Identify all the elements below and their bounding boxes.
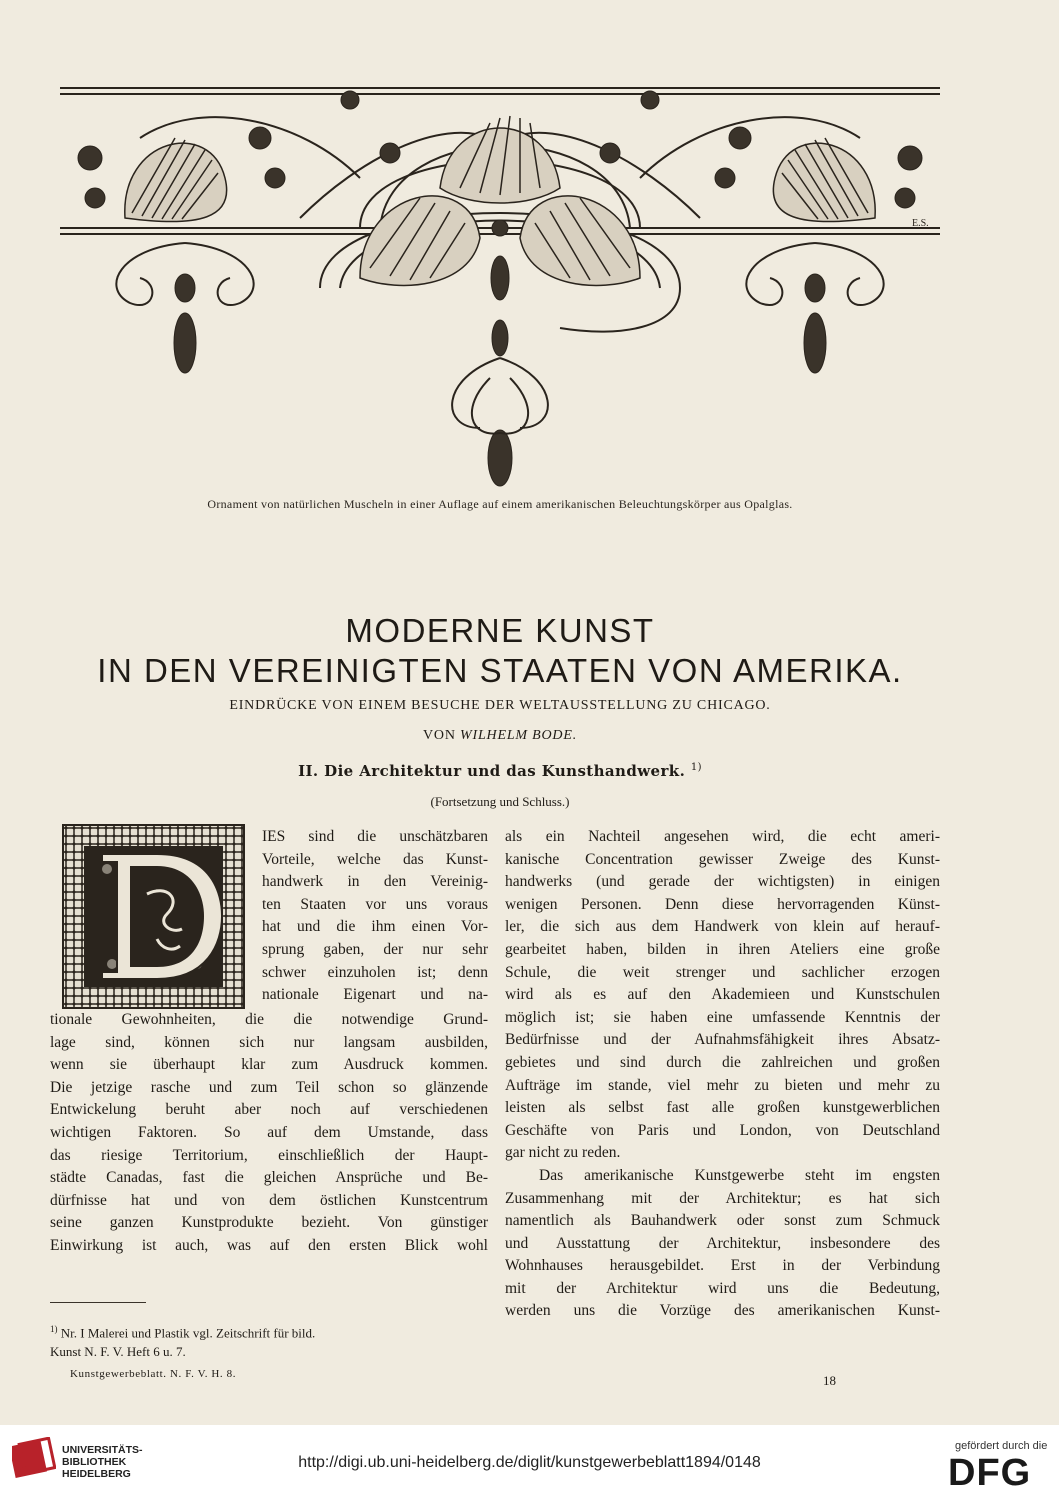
text-line: mit der Architektur wird uns die Bedeutung,: [505, 1279, 940, 1297]
text-line: dürfnisse hat und von dem östlichen Kunstcentrum: [50, 1191, 488, 1209]
text-line: seine ganzen Kunstprodukte bezieht. Von günstiger: [50, 1214, 488, 1232]
text-line: handwerks (und gerade der wichtigsten) in einigen: [505, 873, 940, 891]
text-line: Geschäfte von Paris und London, von Deutschland: [505, 1121, 940, 1139]
text-line: namentlich als Bauhandwerk oder sonst zum Schmuck: [505, 1212, 940, 1230]
text-line: ten Staaten vor uns voraus: [262, 895, 488, 913]
text-line: kanische Concentration gewisser Zweige des Kunst-: [505, 850, 940, 868]
footnote-line-1: [50, 1320, 490, 1342]
section-footnote-mark: 1): [690, 762, 702, 773]
text-line: schwer einzuholen ist; denn: [262, 963, 488, 981]
text-line: Bedürfnisse und der Aufnahmsfähigkeit ihres Absatz-: [505, 1031, 940, 1049]
text-line: wenn sie überhaupt klar zum Ausdruck kommen.: [50, 1056, 488, 1074]
text-line: werden uns die Vorzüge des amerikanischen Kunst-: [505, 1302, 940, 1320]
text-line: Einwirkung ist auch, was auf den ersten Blick wohl: [50, 1236, 488, 1254]
footnote: [50, 1320, 490, 1361]
footnote-text-1: Nr. I Malerei und Plastik vgl. Zeitschrift für bild.: [60, 1325, 316, 1341]
text-line: Vorteile, welche das Kunst-: [262, 850, 488, 868]
text-line: städte Canadas, fast die gleichen Ansprüche und Be-: [50, 1169, 488, 1187]
text-line: nationale Eigenart und na-: [262, 986, 488, 1004]
right-shell-icon: [773, 138, 875, 222]
section-heading: [0, 762, 1000, 780]
left-column-top: [262, 826, 488, 1007]
text-line: tionale Gewohnheiten, die die notwendige Grund-: [50, 1011, 488, 1028]
text-line: sprung gaben, der nur sehr: [262, 940, 488, 958]
source-url-link[interactable]: http://digi.ub.uni-heidelberg.de/diglit/kunstgewerbeblatt1894/0148: [298, 1454, 761, 1471]
footnote-mark: 1): [50, 1324, 58, 1334]
text-line: Zusammenhang mit der Architektur; es hat sich: [505, 1189, 940, 1207]
text-line: möglich ist; sie haben eine umfassende Kenntnis der: [505, 1008, 940, 1026]
dfg-logo: DFG: [948, 1452, 1032, 1494]
text-line: Wohnhauses herausgebildet. Erst in der Verbindung: [505, 1257, 940, 1275]
left-shell-icon: [125, 138, 227, 222]
text-line: Das amerikanische Kunstgewerbe steht im engsten: [539, 1166, 940, 1184]
text-line: Entwickelung beruht aber noch auf verschiedenen: [50, 1101, 488, 1119]
footnote-line-2: Kunst N. F. V. Heft 6 u. 7.: [50, 1344, 186, 1360]
continuation-note: (Fortsetzung und Schluss.): [430, 794, 570, 809]
library-line: HEIDELBERG: [62, 1468, 131, 1480]
text-line: hat und die ihm einen Vor-: [262, 918, 488, 936]
title-line-1: MODERNE KUNST: [345, 612, 655, 649]
author-prefix: VON: [423, 728, 456, 743]
text-line: IES sind die unschätzbaren: [262, 828, 488, 845]
text-line: Aufträge im stande, viel mehr zu bieten und mehr zu: [505, 1076, 940, 1094]
page-number: 18: [823, 1373, 836, 1388]
library-line: BIBLIOTHEK: [62, 1456, 127, 1468]
dropcap-d-icon: [62, 824, 245, 1009]
text-line: das riesige Territorium, einschließlich der Haupt-: [50, 1146, 488, 1164]
shell-ornament-illustration: [60, 78, 940, 498]
funded-by-label: gefördert durch die: [955, 1440, 1048, 1452]
text-line: gearbeitet haben, bilden in ihren Ateliers eine große: [505, 940, 940, 958]
author-line: [0, 728, 1000, 744]
footnote-divider: [50, 1302, 146, 1303]
text-line: wird als es auf den Akademieen und Kunstschulen: [505, 986, 940, 1004]
left-column-bottom: [50, 1009, 488, 1258]
text-line: leisten als selbst fast alle großen kunstgewerblichen: [505, 1099, 940, 1117]
subtitle: EINDRÜCKE VON EINEM BESUCHE DER WELTAUSSTELLUNG ZU CHICAGO.: [229, 698, 771, 713]
text-line: gar nicht zu reden.: [505, 1144, 621, 1162]
author-name: WILHELM BODE.: [460, 728, 577, 743]
ornament-signature: E.S.: [912, 218, 929, 229]
text-line: und Ausstattung der Architektur, insbesondere des: [505, 1234, 940, 1252]
text-line: Die jetzige rasche und zum Teil schon so glänzende: [50, 1078, 488, 1096]
text-line: ler, die sich aus dem Handwerk von klein auf herauf-: [505, 918, 940, 936]
text-line: wenigen Personen. Denn diese hervorragenden Künst-: [505, 895, 940, 913]
library-line: UNIVERSITÄTS-: [62, 1444, 143, 1456]
title-line-2: IN DEN VEREINIGTEN STAATEN VON AMERIKA.: [97, 652, 903, 689]
right-column: [505, 826, 940, 1323]
journal-signature: Kunstgewerbeblatt. N. F. V. H. 8.: [70, 1368, 237, 1380]
section-title: II. Die Architektur und das Kunsthandwerk.: [298, 762, 686, 780]
text-line: als ein Nachteil angesehen wird, die echt ameri-: [505, 828, 940, 845]
text-line: wichtigen Faktoren. So auf dem Umstande, dass: [50, 1123, 488, 1141]
figure-caption: Ornament von natürlichen Muscheln in einer Auflage auf einem amerikanischen Beleuchtungskörper aus Opalglas.: [207, 497, 793, 511]
text-line: Schule, die weit strenger und sachlicher erzogen: [505, 963, 940, 981]
text-line: gebietes und sind durch die zahlreichen und großen: [505, 1053, 940, 1071]
text-line: handwerk in den Vereinig-: [262, 873, 488, 891]
text-line: lage sind, können sich nur langsam ausbilden,: [50, 1033, 488, 1051]
